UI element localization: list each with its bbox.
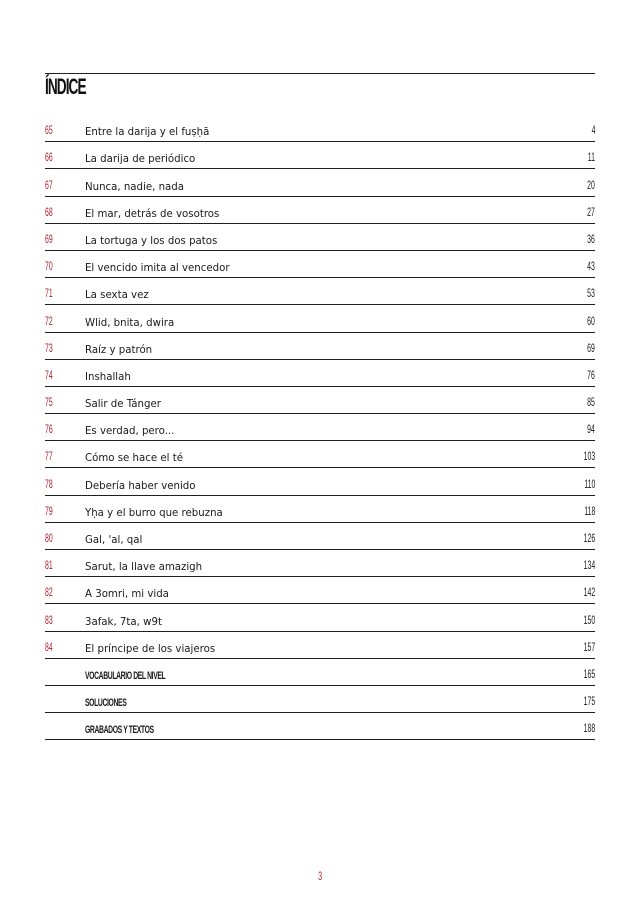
lesson-number: 80 [45,533,53,545]
lesson-title: A 3omri, mi vida [85,589,169,601]
toc-entry[interactable] [45,468,595,495]
page-title: ÍNDICE [45,74,86,99]
page-number: 103 [583,451,595,464]
page-number: 126 [583,533,595,545]
lesson-number: 75 [45,397,53,410]
page-number: 69 [587,342,595,355]
lesson-title: Cómo se hace el té [85,453,183,465]
lesson-number: 65 [45,125,53,138]
toc-entry[interactable] [45,305,595,332]
lesson-title: Inshallah [85,371,131,383]
lesson-number: 77 [45,451,53,464]
page-number: 150 [583,614,595,627]
page-number: 11 [587,152,595,165]
page-number: 188 [583,723,595,736]
page-number: 94 [587,424,595,437]
lesson-title: La sexta vez [85,290,149,302]
lesson-number: 79 [45,505,53,518]
toc-entry[interactable] [45,523,595,550]
page-number: 118 [583,505,595,518]
toc-entry[interactable] [45,496,595,523]
lesson-title: Nunca, nadie, nada [85,181,185,193]
lesson-number: 71 [45,288,53,301]
lesson-number: 73 [45,342,53,355]
toc-entry[interactable] [45,550,595,577]
lesson-number: 82 [45,587,53,600]
toc-appendix-entry[interactable] [45,686,595,713]
toc-entry[interactable] [45,251,595,278]
lesson-number: 72 [45,315,53,328]
page-number: 85 [587,397,595,410]
toc-entry[interactable] [45,278,595,305]
toc-entry[interactable] [45,632,595,659]
page-number: 76 [587,369,595,382]
page-number: 134 [583,560,595,573]
lesson-title: El príncipe de los viajeros [85,643,216,655]
lesson-title: 3afak, 7ta, w9t [85,616,162,628]
page-number: 165 [583,668,595,681]
lesson-title: Yḥa y el burro que rebuzna [85,507,223,519]
table-of-contents [45,115,595,740]
lesson-number: 76 [45,424,53,437]
toc-entry[interactable] [45,414,595,441]
page-number: 43 [587,261,595,274]
lesson-title: La tortuga y los dos patos [85,235,218,247]
lesson-number: 81 [45,560,53,573]
lesson-title: Raíz y patrón [85,344,153,356]
lesson-number: 84 [45,641,53,654]
page-number: 4 [591,125,595,138]
lesson-title: Sarut, la llave amazigh [85,562,203,574]
toc-entry[interactable] [45,360,595,387]
page-number: 110 [583,478,595,491]
lesson-number: 78 [45,478,53,491]
lesson-number: 68 [45,206,53,219]
page-number: 175 [583,696,595,709]
lesson-title: Entre la darija y el fuṣḥā [85,127,210,139]
page-number: 27 [587,206,595,219]
toc-entry[interactable] [45,604,595,631]
toc-entry[interactable] [45,197,595,224]
lesson-title: Debería haber venido [85,480,196,492]
toc-appendix-entry[interactable] [45,713,595,740]
appendix-title: VOCABULARIO DEL NIVEL [85,669,166,682]
lesson-number: 66 [45,152,53,165]
page-number: 36 [587,233,595,246]
lesson-title: Salir de Tánger [85,399,161,411]
appendix-title: SOLUCIONES [85,697,127,710]
page-number: 157 [583,641,595,654]
lesson-number: 69 [45,233,53,246]
toc-entry[interactable] [45,333,595,360]
lesson-number: 74 [45,369,53,382]
top-rule [45,73,595,74]
lesson-title: El mar, detrás de vosotros [85,208,220,220]
folio-number: 3 [318,871,322,883]
toc-entry[interactable] [45,169,595,196]
page-number: 60 [587,315,595,328]
lesson-title: Es verdad, pero... [85,426,175,438]
lesson-title: Gal, 'al, qal [85,535,143,546]
toc-entry[interactable] [45,387,595,414]
lesson-number: 70 [45,261,53,274]
appendix-title: GRABADOS Y TEXTOS [85,724,154,737]
lesson-title: La darija de periódico [85,154,196,166]
lesson-title: El vencido imita al vencedor [85,263,230,275]
page-number: 53 [587,288,595,301]
toc-entry[interactable] [45,224,595,251]
toc-entry[interactable] [45,577,595,604]
toc-entry[interactable] [45,441,595,468]
page-number: 142 [583,587,595,600]
lesson-title: Wlid, bnita, dwira [85,317,175,329]
toc-entry[interactable] [45,115,595,142]
page-folio [0,871,640,883]
lesson-number: 83 [45,614,53,627]
toc-appendix-entry[interactable] [45,659,595,686]
toc-entry[interactable] [45,142,595,169]
lesson-number: 67 [45,179,53,192]
page-number: 20 [587,179,595,192]
